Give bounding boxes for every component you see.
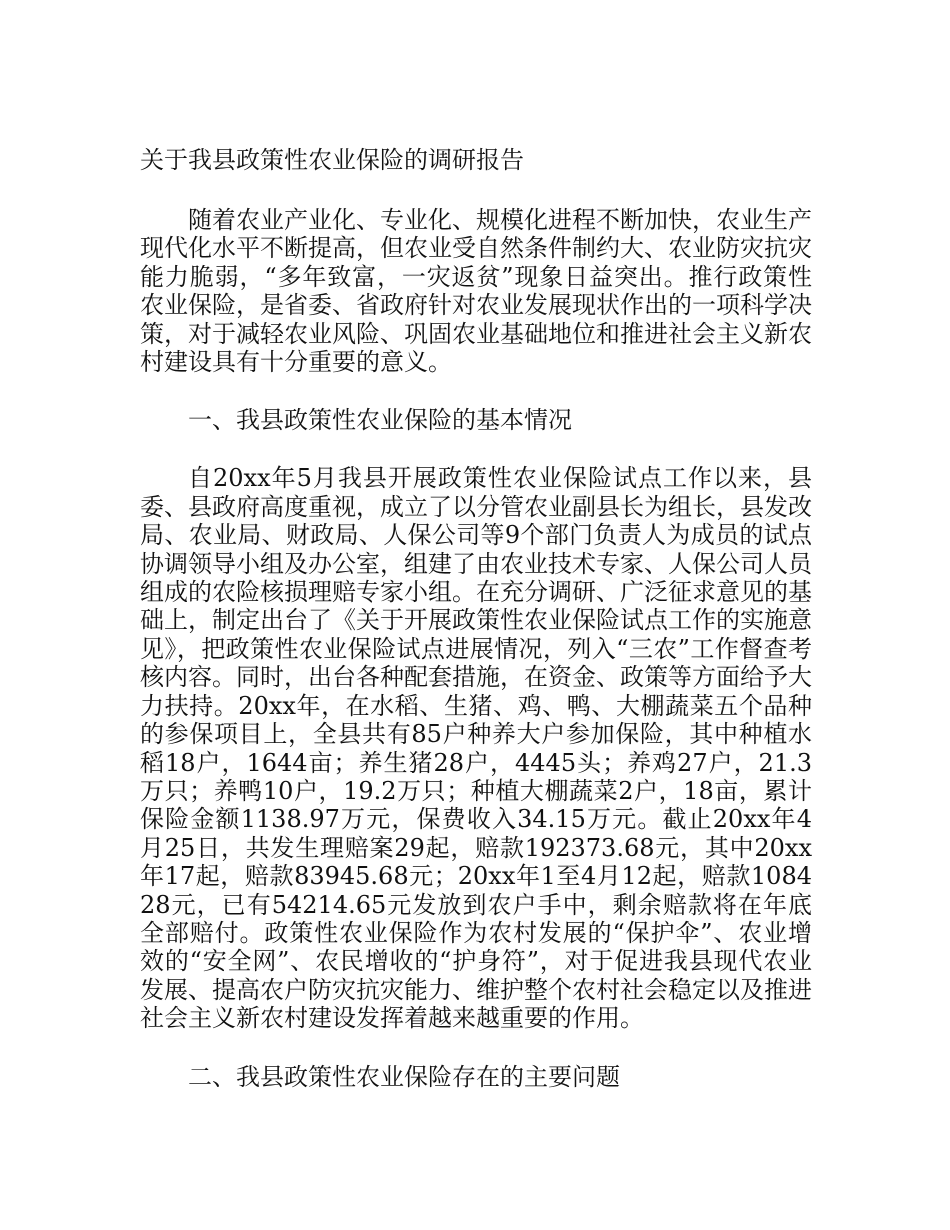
document-title: 关于我县政策性农业保险的调研报告 bbox=[140, 146, 524, 174]
section-1-paragraph: 自20xx年5月我县开展政策性农业保险试点工作以来，县委、县政府高度重视，成立了以分管农业副县长为组长，县发改局、农业局、财政局、人保公司等9个部门负责人为成员的试点协调领导小组及办公室，组建了由农业技术专家、人保公司人员组成的农险核损理赔专家小组。在充分调研、广泛征求意见的基础上，制定出台了《关于开展政策性农业保险试点工作的实施意见》，把政策性农业保险试点进展情况，列入“三农”工作督查考核内容。同时，出台各种配套措施，在资金、政策等方面给予大力扶持。20xx年，在水稻、生猪、鸡、鸭、大棚蔬菜五个品种的参保项目上，全县共有85户种养大户参加保险，其中种植水稻18户，1644亩；养生猪28户，4445头；养鸡27户，21.3万只；养鸭10户，19.2万只；种植大棚蔬菜2户，18亩，累计保险金额1138.97万元，保费收入34.15万元。截止20xx年4月25日，共发生理赔案29起，赔款192373.68元，其中20xx年17起，赔款83945.68元；20xx年1至4月12起，赔款108428元，已有54214.65元发放到农户手中，剩余赔款将在年底全部赔付。政策性农业保险作为农村发展的“保护伞”、农业增效的“安全网”、农民增收的“护身符”，对于促进我县现代农业发展、提高农户防灾抗灾能力、维护整个农村社会稳定以及推进社会主义新农村建设发挥着越来越重要的作用。 bbox=[140, 464, 812, 1033]
section-heading-2: 二、我县政策性农业保险存在的主要问题 bbox=[188, 1062, 620, 1091]
document-page bbox=[140, 146, 812, 1121]
section-heading-1: 一、我县政策性农业保险的基本情况 bbox=[188, 406, 572, 435]
intro-paragraph: 随着农业产业化、专业化、规模化进程不断加快，农业生产现代化水平不断提高，但农业受自然条件制约大、农业防灾抗灾能力脆弱，“多年致富，一灾返贫”现象日益突出。推行政策性农业保险，是省委、省政府针对农业发展现状作出的一项科学决策，对于减轻农业风险、巩固农业基础地位和推进社会主义新农村建设具有十分重要的意义。 bbox=[140, 206, 812, 377]
